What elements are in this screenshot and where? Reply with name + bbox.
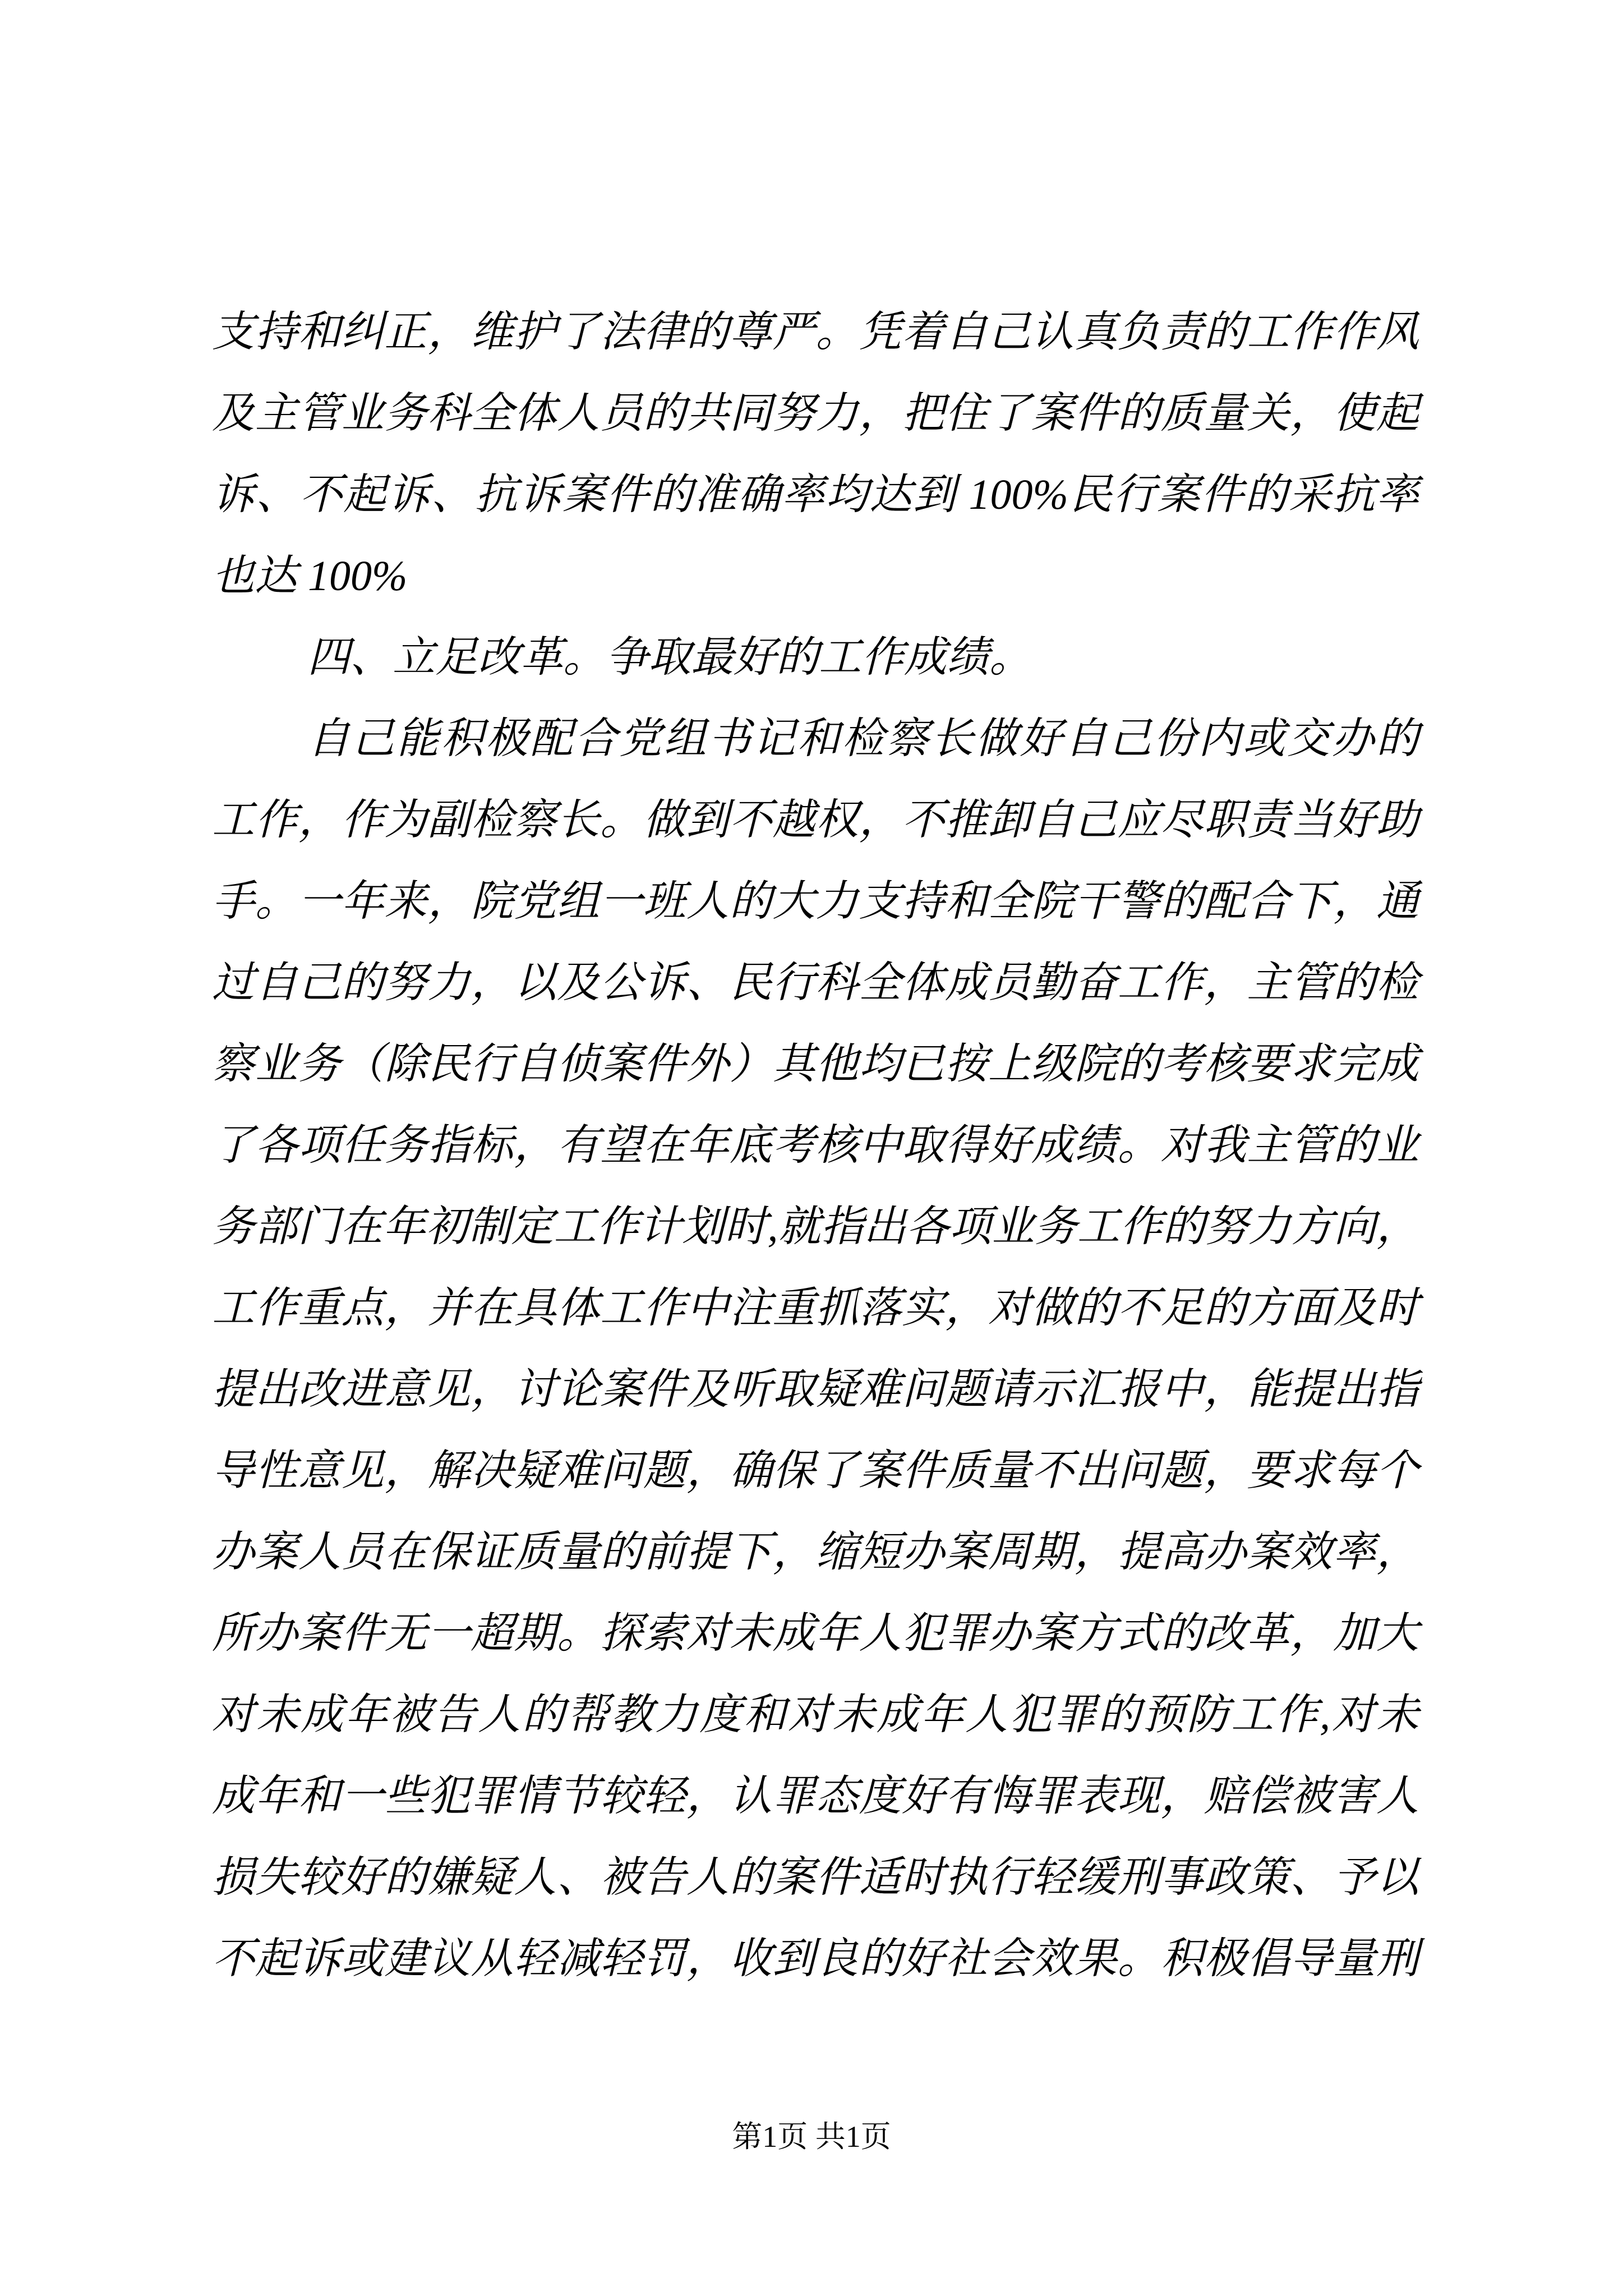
text-line: 提出改进意见，讨论案件及听取疑难问题请示汇报中，能提出指 xyxy=(212,1366,1419,1413)
text-line: 了各项任务指标，有望在年底考核中取得好成绩。对我主管的业 xyxy=(212,1122,1419,1169)
document-body xyxy=(212,292,1419,2000)
text-line: 过自己的努力，以及公诉、民行科全体成员勤奋工作，主管的检 xyxy=(212,959,1419,1006)
text-line: 务部门在年初制定工作计划时,就指出各项业务工作的努力方向， xyxy=(212,1203,1419,1250)
text-line: 办案人员在保证质量的前提下，缩短办案周期，提高办案效率， xyxy=(212,1529,1419,1576)
text-line: 损失较好的嫌疑人、被告人的案件适时执行轻缓刑事政策、予以 xyxy=(212,1854,1419,1901)
text-line: 也达 100% xyxy=(212,553,408,600)
text-line: 察业务（除民行自侦案件外）其他均已按上级院的考核要求完成 xyxy=(212,1041,1419,1088)
text-line: 工作重点，并在具体工作中注重抓落实，对做的不足的方面及时 xyxy=(212,1285,1419,1332)
page-footer: 第1页 共1页 xyxy=(732,2120,891,2154)
text-line: 及主管业务科全体人员的共同努力，把住了案件的质量关，使起 xyxy=(212,390,1419,437)
text-line: 成年和一些犯罪情节较轻，认罪态度好有悔罪表现，赔偿被害人 xyxy=(212,1773,1419,1820)
text-line: 不起诉或建议从轻减轻罚，收到良的好社会效果。积极倡导量刑 xyxy=(212,1935,1419,1982)
text-line: 诉、不起诉、抗诉案件的准确率均达到 100%民行案件的采抗率 xyxy=(212,471,1419,518)
text-line: 所办案件无一超期。探索对未成年人犯罪办案方式的改革，加大 xyxy=(212,1610,1419,1657)
text-line: 导性意见，解决疑难问题，确保了案件质量不出问题，要求每个 xyxy=(212,1447,1419,1494)
text-line: 自己能积极配合党组书记和检察长做好自己份内或交办的 xyxy=(307,715,1419,762)
text-line: 支持和纠正，维护了法律的尊严。凭着自己认真负责的工作作风 xyxy=(212,309,1419,356)
text-line: 对未成年被告人的帮教力度和对未成年人犯罪的预防工作,对未 xyxy=(212,1691,1419,1738)
text-line: 工作，作为副检察长。做到不越权，不推卸自己应尽职责当好助 xyxy=(212,797,1419,844)
text-line: 手。一年来，院党组一班人的大力支持和全院干警的配合下，通 xyxy=(212,878,1419,925)
text-line: 四、立足改革。争取最好的工作成绩。 xyxy=(307,634,1032,681)
